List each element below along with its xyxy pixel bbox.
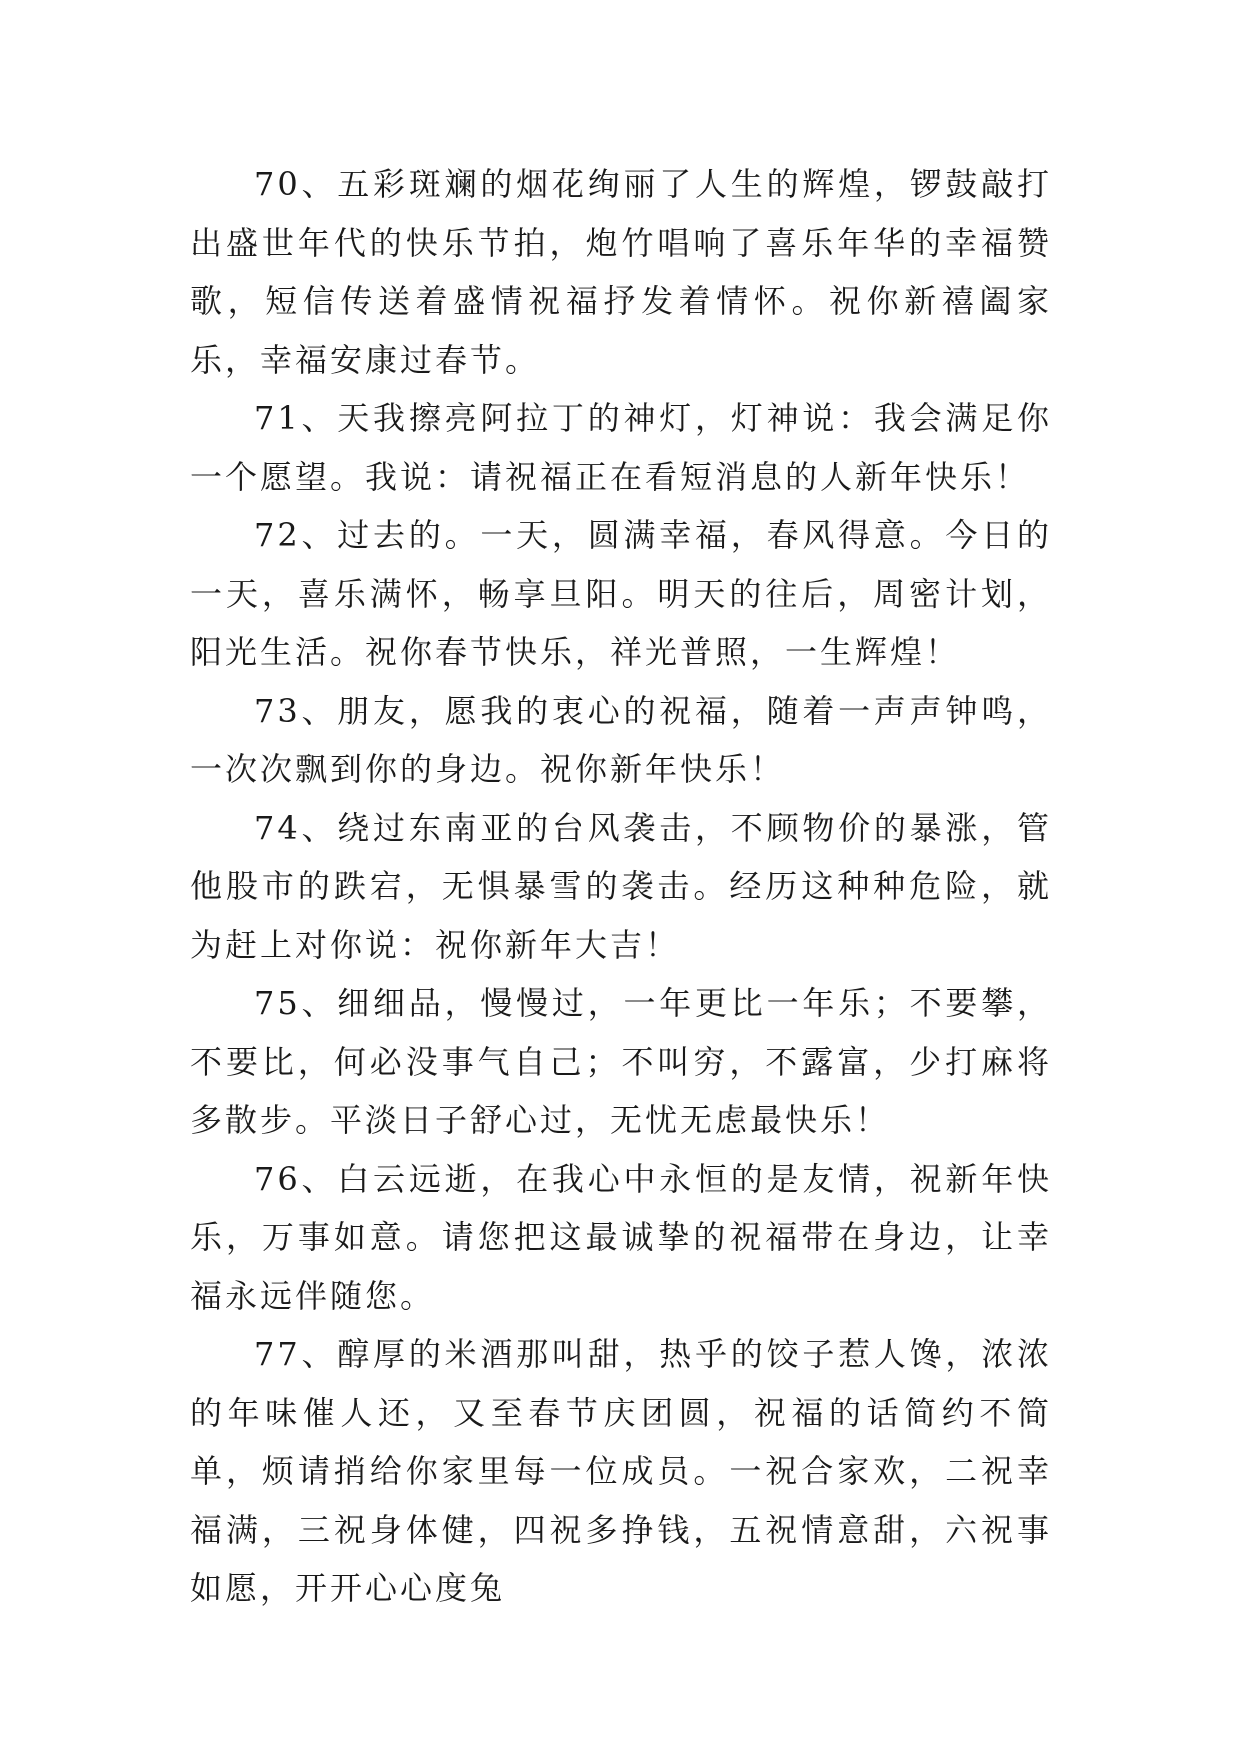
document-body	[190, 155, 1052, 1618]
paragraph-70: 70、五彩斑斓的烟花绚丽了人生的辉煌，锣鼓敲打出盛世年代的快乐节拍，炮竹唱响了喜乐年华的幸福赞歌，短信传送着盛情祝福抒发着情怀。祝你新禧阖家乐，幸福安康过春节。	[190, 165, 1052, 379]
paragraph-76: 76、白云远逝，在我心中永恒的是友情，祝新年快乐，万事如意。请您把这最诚挚的祝福带在身边，让幸福永远伴随您。	[190, 1159, 1052, 1315]
paragraph-75: 75、细细品，慢慢过，一年更比一年乐；不要攀，不要比，何必没事气自己；不叫穷，不露富，少打麻将多散步。平淡日子舒心过，无忧无虑最快乐！	[190, 984, 1052, 1139]
paragraph-71: 71、天我擦亮阿拉丁的神灯，灯神说：我会满足你一个愿望。我说：请祝福正在看短消息的人新年快乐！	[190, 399, 1052, 496]
paragraph-73: 73、朋友，愿我的衷心的祝福，随着一声声钟鸣，一次次飘到你的身边。祝你新年快乐！	[190, 691, 1052, 788]
paragraph-74: 74、绕过东南亚的台风袭击，不顾物价的暴涨，管他股市的跌宕，无惧暴雪的袭击。经历这种种危险，就为赶上对你说：祝你新年大吉！	[190, 808, 1052, 964]
paragraph-72: 72、过去的。一天，圆满幸福，春风得意。今日的一天，喜乐满怀，畅享旦阳。明天的往后，周密计划，阳光生活。祝你春节快乐，祥光普照，一生辉煌！	[190, 516, 1052, 671]
paragraph-77: 77、醇厚的米酒那叫甜，热乎的饺子惹人馋，浓浓的年味催人还，又至春节庆团圆，祝福的话简约不简单，烦请捎给你家里每一位成员。一祝合家欢，二祝幸福满，三祝身体健，四祝多挣钱，五祝情意甜，六祝事如愿，开开心心度兔	[190, 1335, 1052, 1607]
